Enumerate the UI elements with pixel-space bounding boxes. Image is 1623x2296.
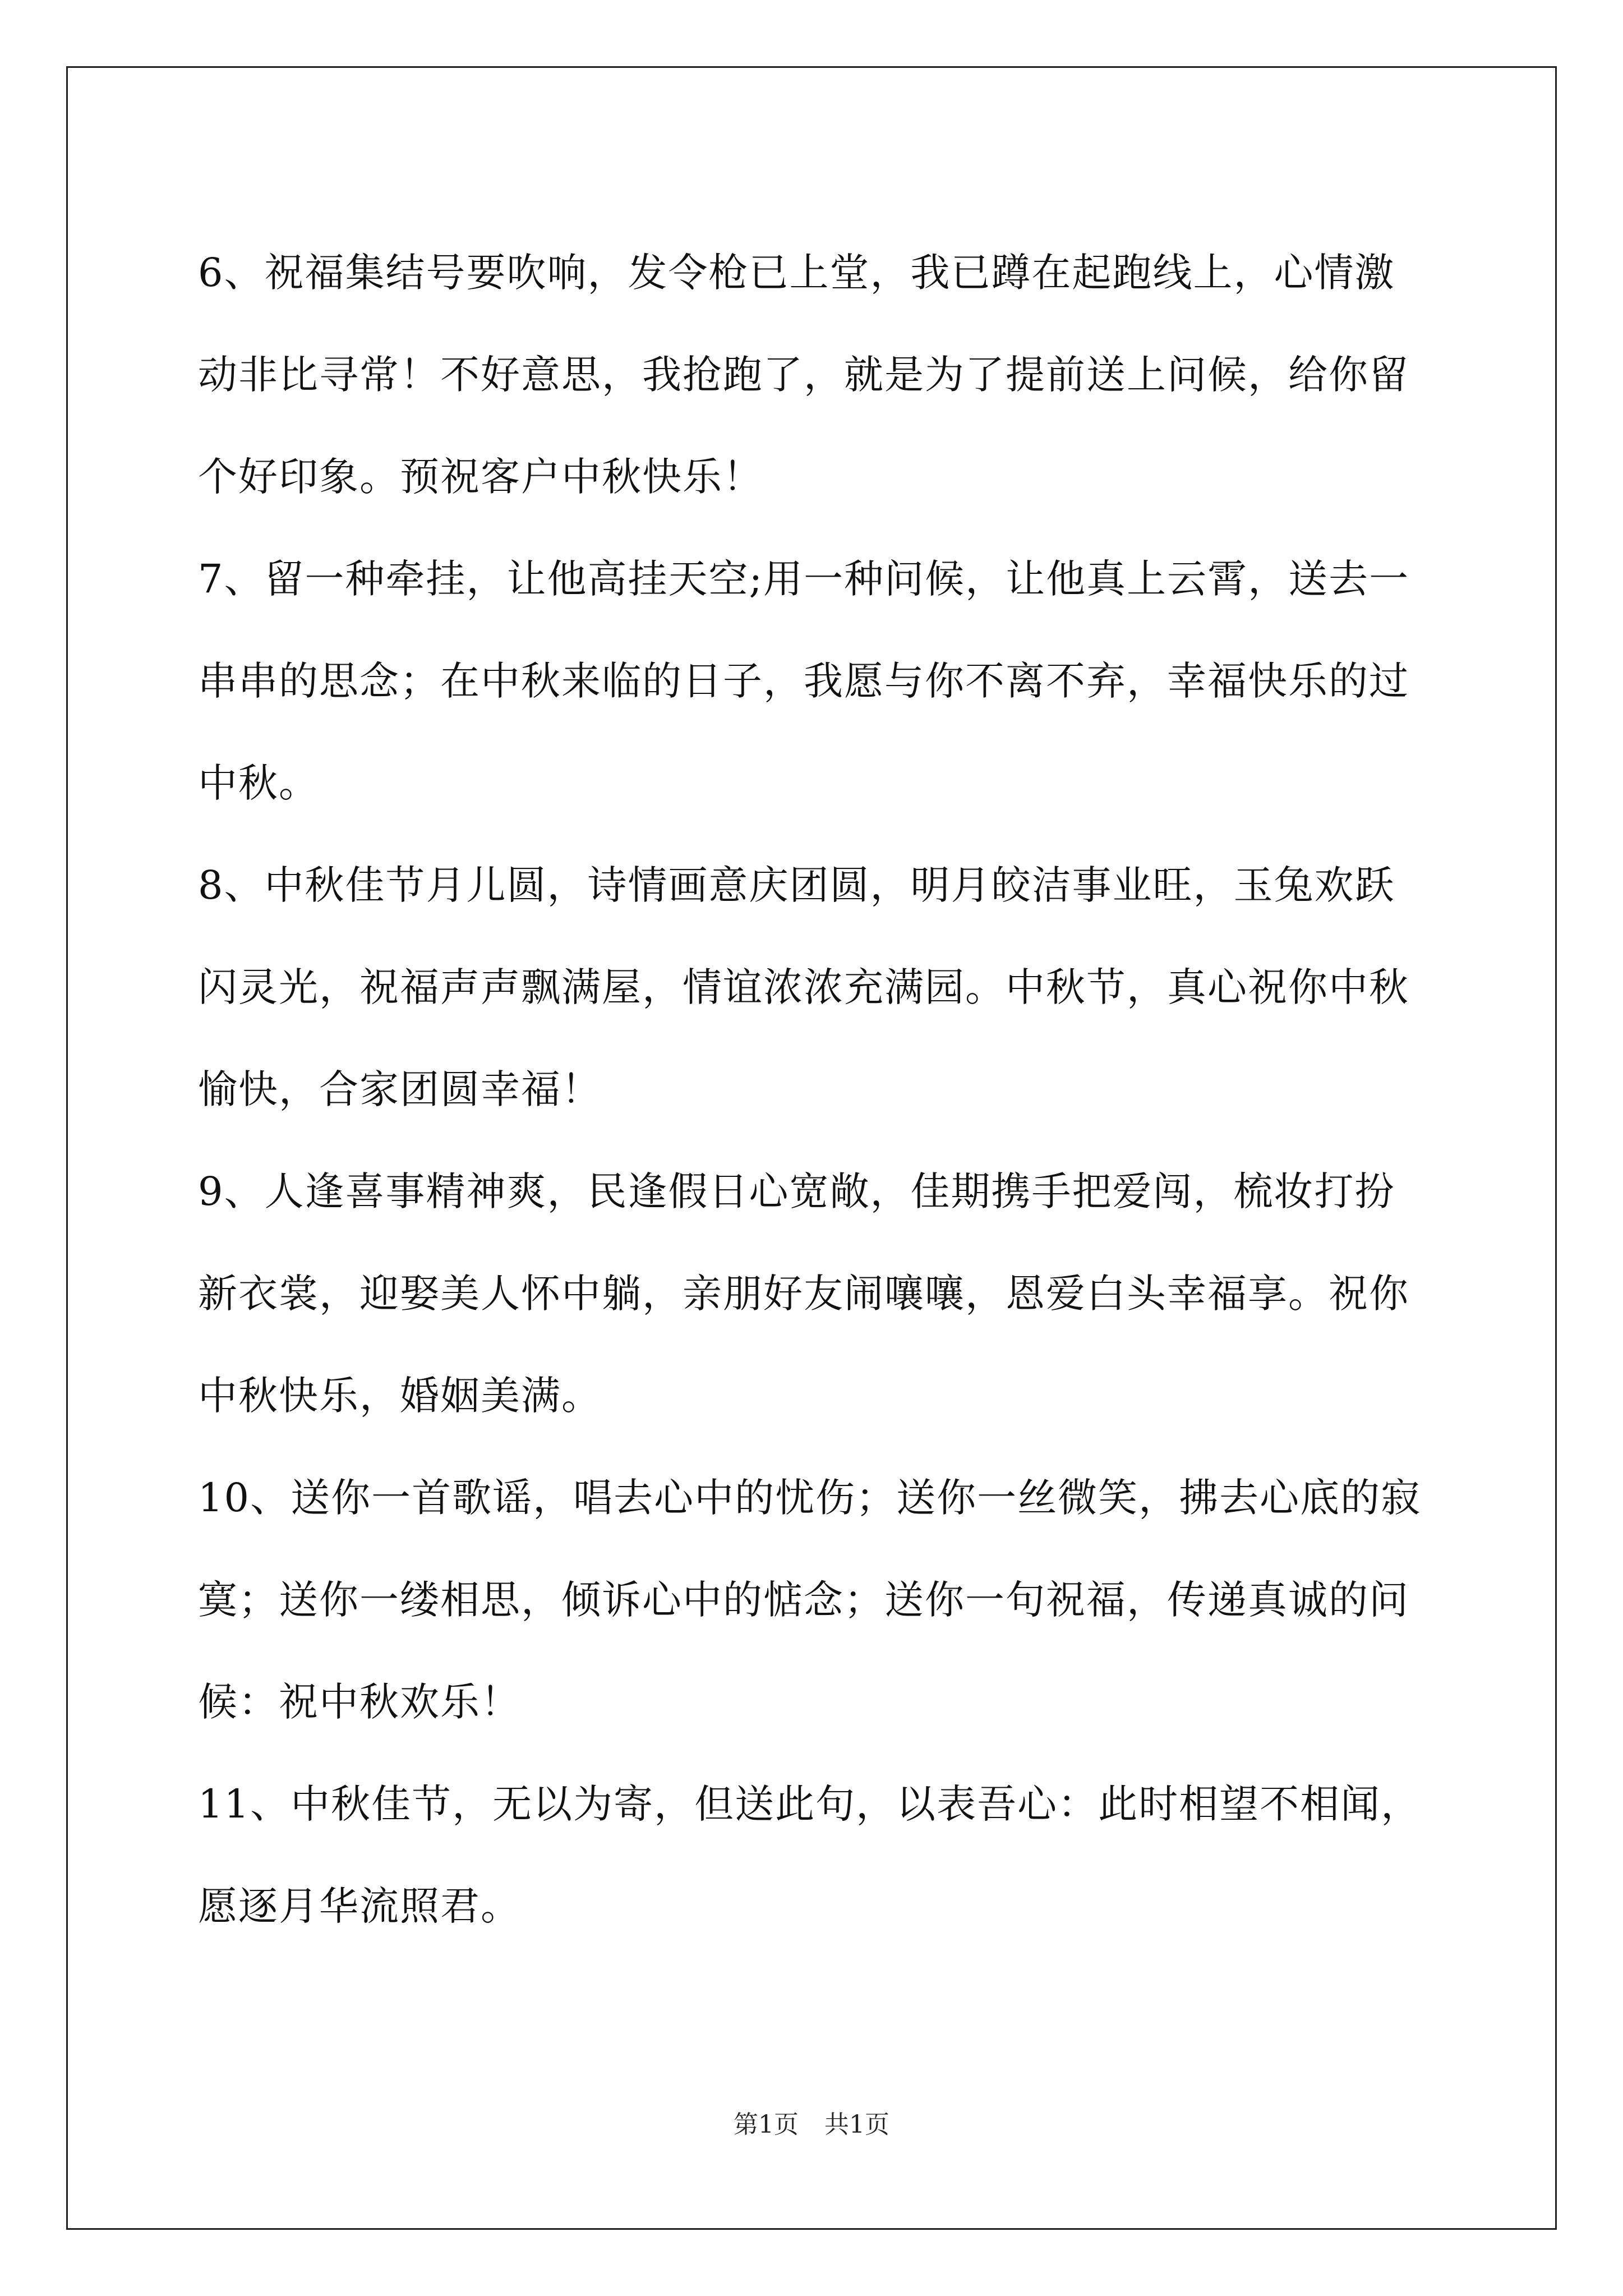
paragraph-11: 11、中秋佳节，无以为寄，但送此句，以表吾心：此时相望不相闻，愿逐月华流照君。 (198, 1781, 1422, 1929)
paragraph-10: 10、送你一首歌谣，唱去心中的忧伤；送你一丝微笑，拂去心底的寂寞；送你一缕相思，倾诉心中的惦念；送你一句祝福，传递真诚的问候：祝中秋欢乐！ (198, 1475, 1422, 1725)
document-body (198, 222, 1432, 1957)
paragraph-7: 7、留一种牵挂，让他高挂天空;用一种问候，让他真上云霄，送去一串串的思念；在中秋来临的日子，我愿与你不离不弃，幸福快乐的过中秋。 (198, 556, 1410, 806)
paragraph-9: 9、人逢喜事精神爽，民逢假日心宽敞，佳期携手把爱闯，梳妆打扮新衣裳，迎娶美人怀中躺，亲朋好友闹嚷嚷，恩爱白头幸福享。祝你中秋快乐，婚姻美满。 (198, 1168, 1409, 1419)
page-footer (0, 2108, 1623, 2142)
paragraph-8: 8、中秋佳节月儿圆，诗情画意庆团圆，明月皎洁事业旺，玉兔欢跃闪灵光，祝福声声飘满屋，情谊浓浓充满园。中秋节，真心祝你中秋愉快，合家团圆幸福！ (198, 862, 1409, 1112)
page-total: 共1页 (824, 2110, 889, 2139)
page-number: 第1页 (734, 2110, 799, 2139)
paragraph-6: 6、祝福集结号要吹响，发令枪已上堂，我已蹲在起跑线上，心情激动非比寻常！不好意思，我抢跑了，就是为了提前送上问候，给你留个好印象。预祝客户中秋快乐！ (198, 250, 1409, 500)
